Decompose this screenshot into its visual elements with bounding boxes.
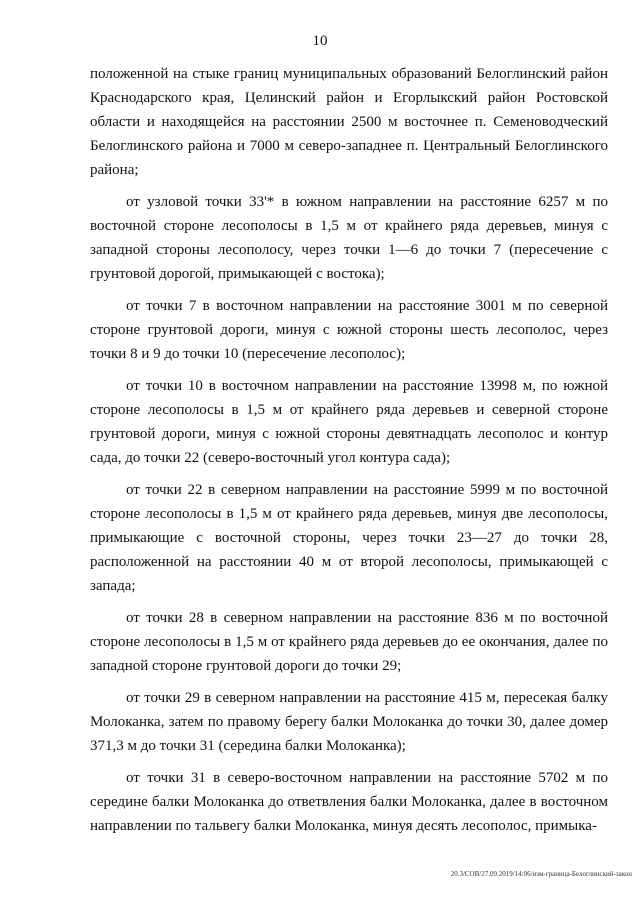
paragraph-3: от точки 7 в восточном направлении на расстояние 3001 м по северной стороне грунтовой дороги, минуя с южной стороны шесть лесополос, через точки 8 и 9 до точки 10 (пересечение лесополос);	[90, 298, 608, 362]
footer-document-code: 20.3/СОВ/27.09.2019/14:06/изм-граница-Белоглинский-закон	[450, 870, 632, 878]
paragraph-5: от точки 22 в северном направлении на расстояние 5999 м по восточной стороне лесополосы в 1,5 м от крайнего ряда деревьев, минуя две лесополосы, примыкающие с восточной стороны, через точки 23—27 до точки 28, расположенной на расстоянии 40 м от второй лесополосы, примыкающей с запада;	[90, 482, 608, 594]
paragraph-6: от точки 28 в северном направлении на расстояние 836 м по восточной стороне лесополосы в 1,5 м от крайнего ряда деревьев до ее окончания, далее по западной стороне грунтовой дороги до точки 29;	[90, 610, 608, 674]
paragraph-8: от точки 31 в северо-восточном направлении на расстояние 5702 м по середине балки Молоканка до ответвления балки Молоканка, далее в восточном направлении по тальвегу балки Молоканка, минуя десять лесополос, примыка-	[90, 770, 608, 834]
document-body	[90, 62, 608, 846]
paragraph-4: от точки 10 в восточном направлении на расстояние 13998 м, по южной стороне лесополосы в 1,5 м от крайнего ряда деревьев и северной стороне грунтовой дороги, минуя с южной стороны девятнадцать лесополос и контур сада, до точки 22 (северо-восточный угол контура сада);	[90, 378, 608, 466]
paragraph-7: от точки 29 в северном направлении на расстояние 415 м, пересекая балку Молоканка, затем по правому берегу балки Молоканка до точки 30, далее домер 371,3 м до точки 31 (середина балки Молоканка);	[90, 690, 608, 754]
paragraph-1: положенной на стыке границ муниципальных образований Белоглинский район Краснодарского края, Целинский район и Егорлыкский район Ростовской области и находящейся на расстоянии 2500 м восточнее п. Семеноводческий Белоглинского района и 7000 м северо-западнее п. Центральный Белоглинского района;	[90, 66, 608, 178]
paragraph-2: от узловой точки 33'* в южном направлении на расстояние 6257 м по восточной стороне лесополосы в 1,5 м от крайнего ряда деревьев, минуя с западной стороны лесополосу, через точки 1—6 до точки 7 (пересечение с грунтовой дорогой, примыкающей с востока);	[90, 194, 608, 282]
page-number: 10	[312, 33, 328, 49]
